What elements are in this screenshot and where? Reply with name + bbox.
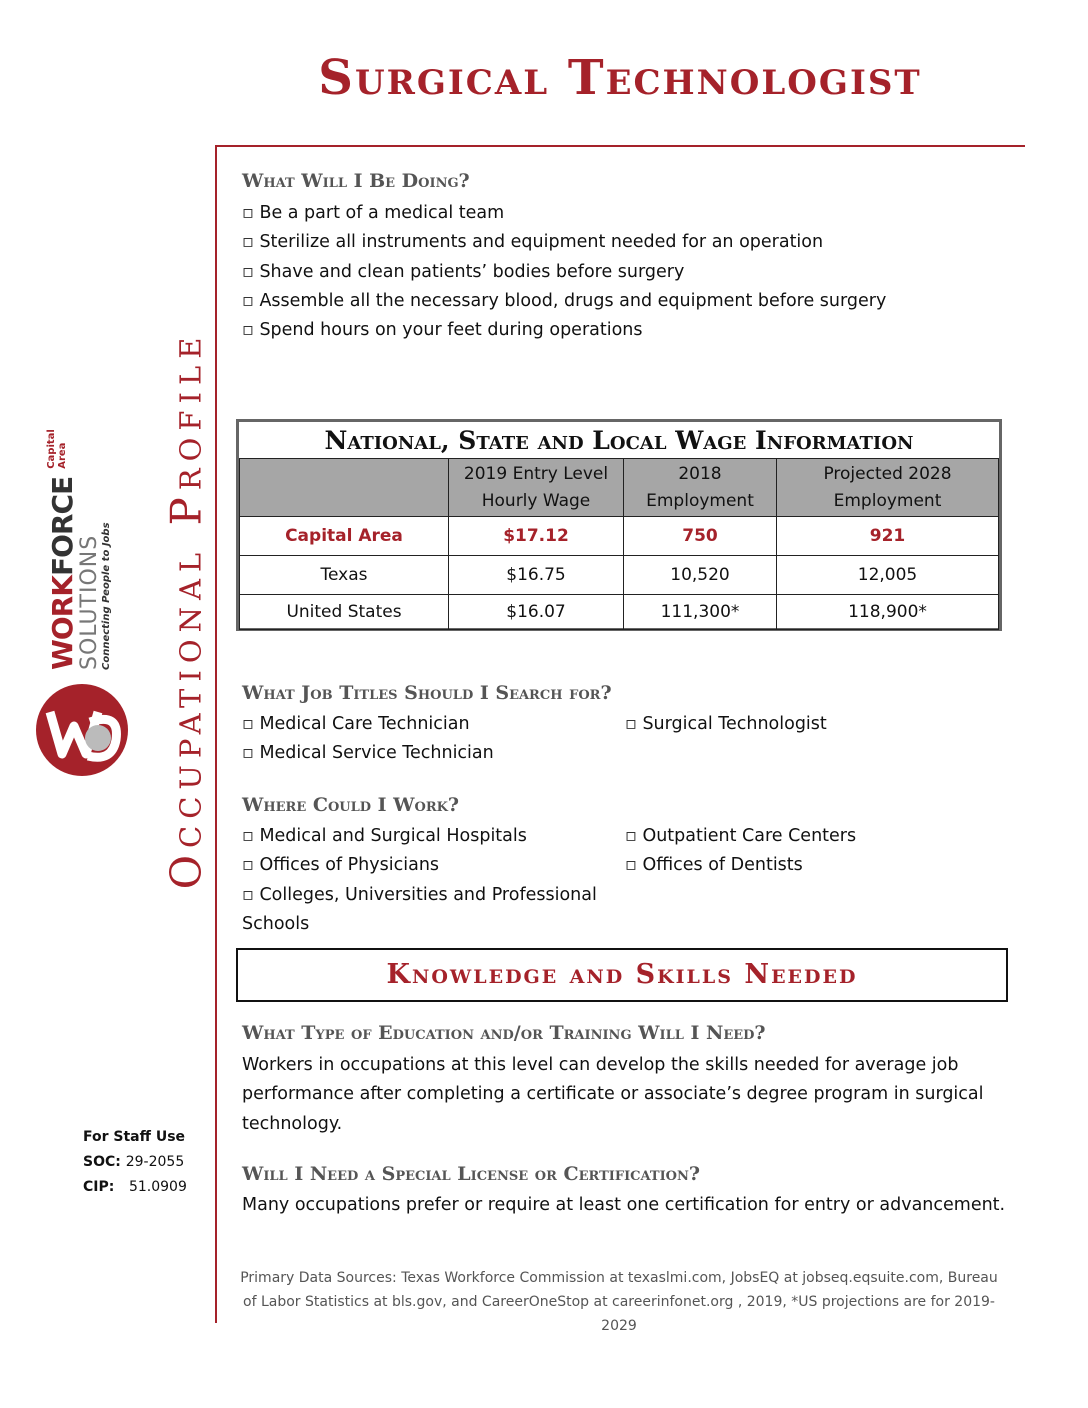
workforce-logo-icon <box>32 682 132 778</box>
wage-title: National, State and Local Wage Information <box>324 426 914 455</box>
data-sources-footnote: Primary Data Sources: Texas Workforce Commission at texaslmi.com, JobsEQ at jobseq.eqsuite.com, Bureau of Labor Statistics at bls.gov, and CareerOneStop at careerinfonet.org , 2019, *US projections are for 2019-2029 <box>240 1270 998 1334</box>
job-titles-left-list <box>242 710 612 769</box>
list-item: ▫ Be a part of a medical team <box>242 199 886 228</box>
area-cell: Capital Area <box>240 517 449 556</box>
wage-information-box <box>236 419 1002 631</box>
list-item: ▫ Medical Service Technician <box>242 739 612 768</box>
list-item: ▫ Assemble all the necessary blood, drugs and equipment before surgery <box>242 287 886 316</box>
list-item: ▫ Offices of Physicians <box>242 851 612 880</box>
list-item: ▫ Spend hours on your feet during operations <box>242 316 886 345</box>
employment-2018-cell: 750 <box>624 517 777 556</box>
employment-2018-cell: 10,520 <box>624 556 777 595</box>
wage-cell: $17.12 <box>449 517 624 556</box>
table-row <box>240 517 999 556</box>
doing-list <box>242 199 886 345</box>
list-item: ▫ Outpatient Care Centers <box>625 822 1005 851</box>
top-divider <box>215 145 1025 147</box>
where-right-list <box>625 822 1005 881</box>
wage-table <box>239 458 999 630</box>
table-row <box>240 556 999 595</box>
page-title: Surgical Technologist <box>318 50 922 106</box>
column-header: 2018 Employment <box>624 459 777 517</box>
job-titles-heading: What Job Titles Should I Search for? <box>242 682 612 704</box>
education-heading: What Type of Education and/or Training Will I Need? <box>242 1022 766 1044</box>
cip-code: 51.0909 <box>128 1179 187 1195</box>
employment-2028-cell: 921 <box>777 517 999 556</box>
list-item: ▫ Medical Care Technician <box>242 710 612 739</box>
vertical-section-label: Occupational Profile <box>161 330 211 890</box>
area-cell: United States <box>240 595 449 630</box>
column-header: 2019 Entry Level Hourly Wage <box>449 459 624 517</box>
license-text: Many occupations prefer or require at least one certification for entry or advancement. <box>242 1195 1006 1215</box>
list-item: ▫ Surgical Technologist <box>625 710 1005 739</box>
table-header-row <box>240 459 999 517</box>
education-text: Workers in occupations at this level can develop the skills needed for average job performance after completing a certificate or associate’s degree program in surgical technology. <box>242 1055 984 1134</box>
employment-2018-cell: 111,300* <box>624 595 777 630</box>
list-item: ▫ Sterilize all instruments and equipment needed for an operation <box>242 228 886 257</box>
logo-capital-text: Capital <box>46 429 57 469</box>
logo-work-text: WORK <box>46 576 79 670</box>
wage-cell: $16.07 <box>449 595 624 630</box>
logo-force-text: FORCE <box>46 476 79 577</box>
table-row <box>240 595 999 630</box>
list-item: ▫ Colleges, Universities and Professional Schools <box>242 881 612 940</box>
knowledge-skills-heading: Knowledge and Skills Needed <box>236 948 1008 1002</box>
logo-solutions-text: SOLUTIONS <box>77 534 102 670</box>
staff-use-heading: For Staff Use <box>83 1129 186 1145</box>
column-header: Projected 2028 Employment <box>777 459 999 517</box>
soc-label: SOC: <box>83 1154 121 1170</box>
list-item: ▫ Shave and clean patients’ bodies before surgery <box>242 258 886 287</box>
wage-cell: $16.75 <box>449 556 624 595</box>
license-heading: Will I Need a Special License or Certification? <box>242 1163 700 1185</box>
where-heading: Where Could I Work? <box>242 794 460 816</box>
list-item: ▫ Offices of Dentists <box>625 851 1005 880</box>
where-left-list <box>242 822 612 939</box>
list-item: ▫ Medical and Surgical Hospitals <box>242 822 612 851</box>
area-cell: Texas <box>240 556 449 595</box>
cip-label: CIP: <box>83 1179 115 1195</box>
employment-2028-cell: 118,900* <box>777 595 999 630</box>
left-divider <box>215 145 217 1323</box>
soc-code: 29-2055 <box>125 1154 185 1170</box>
job-titles-right-list <box>625 710 1005 739</box>
employment-2028-cell: 12,005 <box>777 556 999 595</box>
column-header <box>240 459 449 517</box>
logo-tagline: Connecting People to Jobs <box>101 522 112 670</box>
doing-heading: What Will I Be Doing? <box>242 170 470 192</box>
logo-area-text: Area <box>57 442 68 469</box>
staff-use-block <box>83 1125 187 1200</box>
